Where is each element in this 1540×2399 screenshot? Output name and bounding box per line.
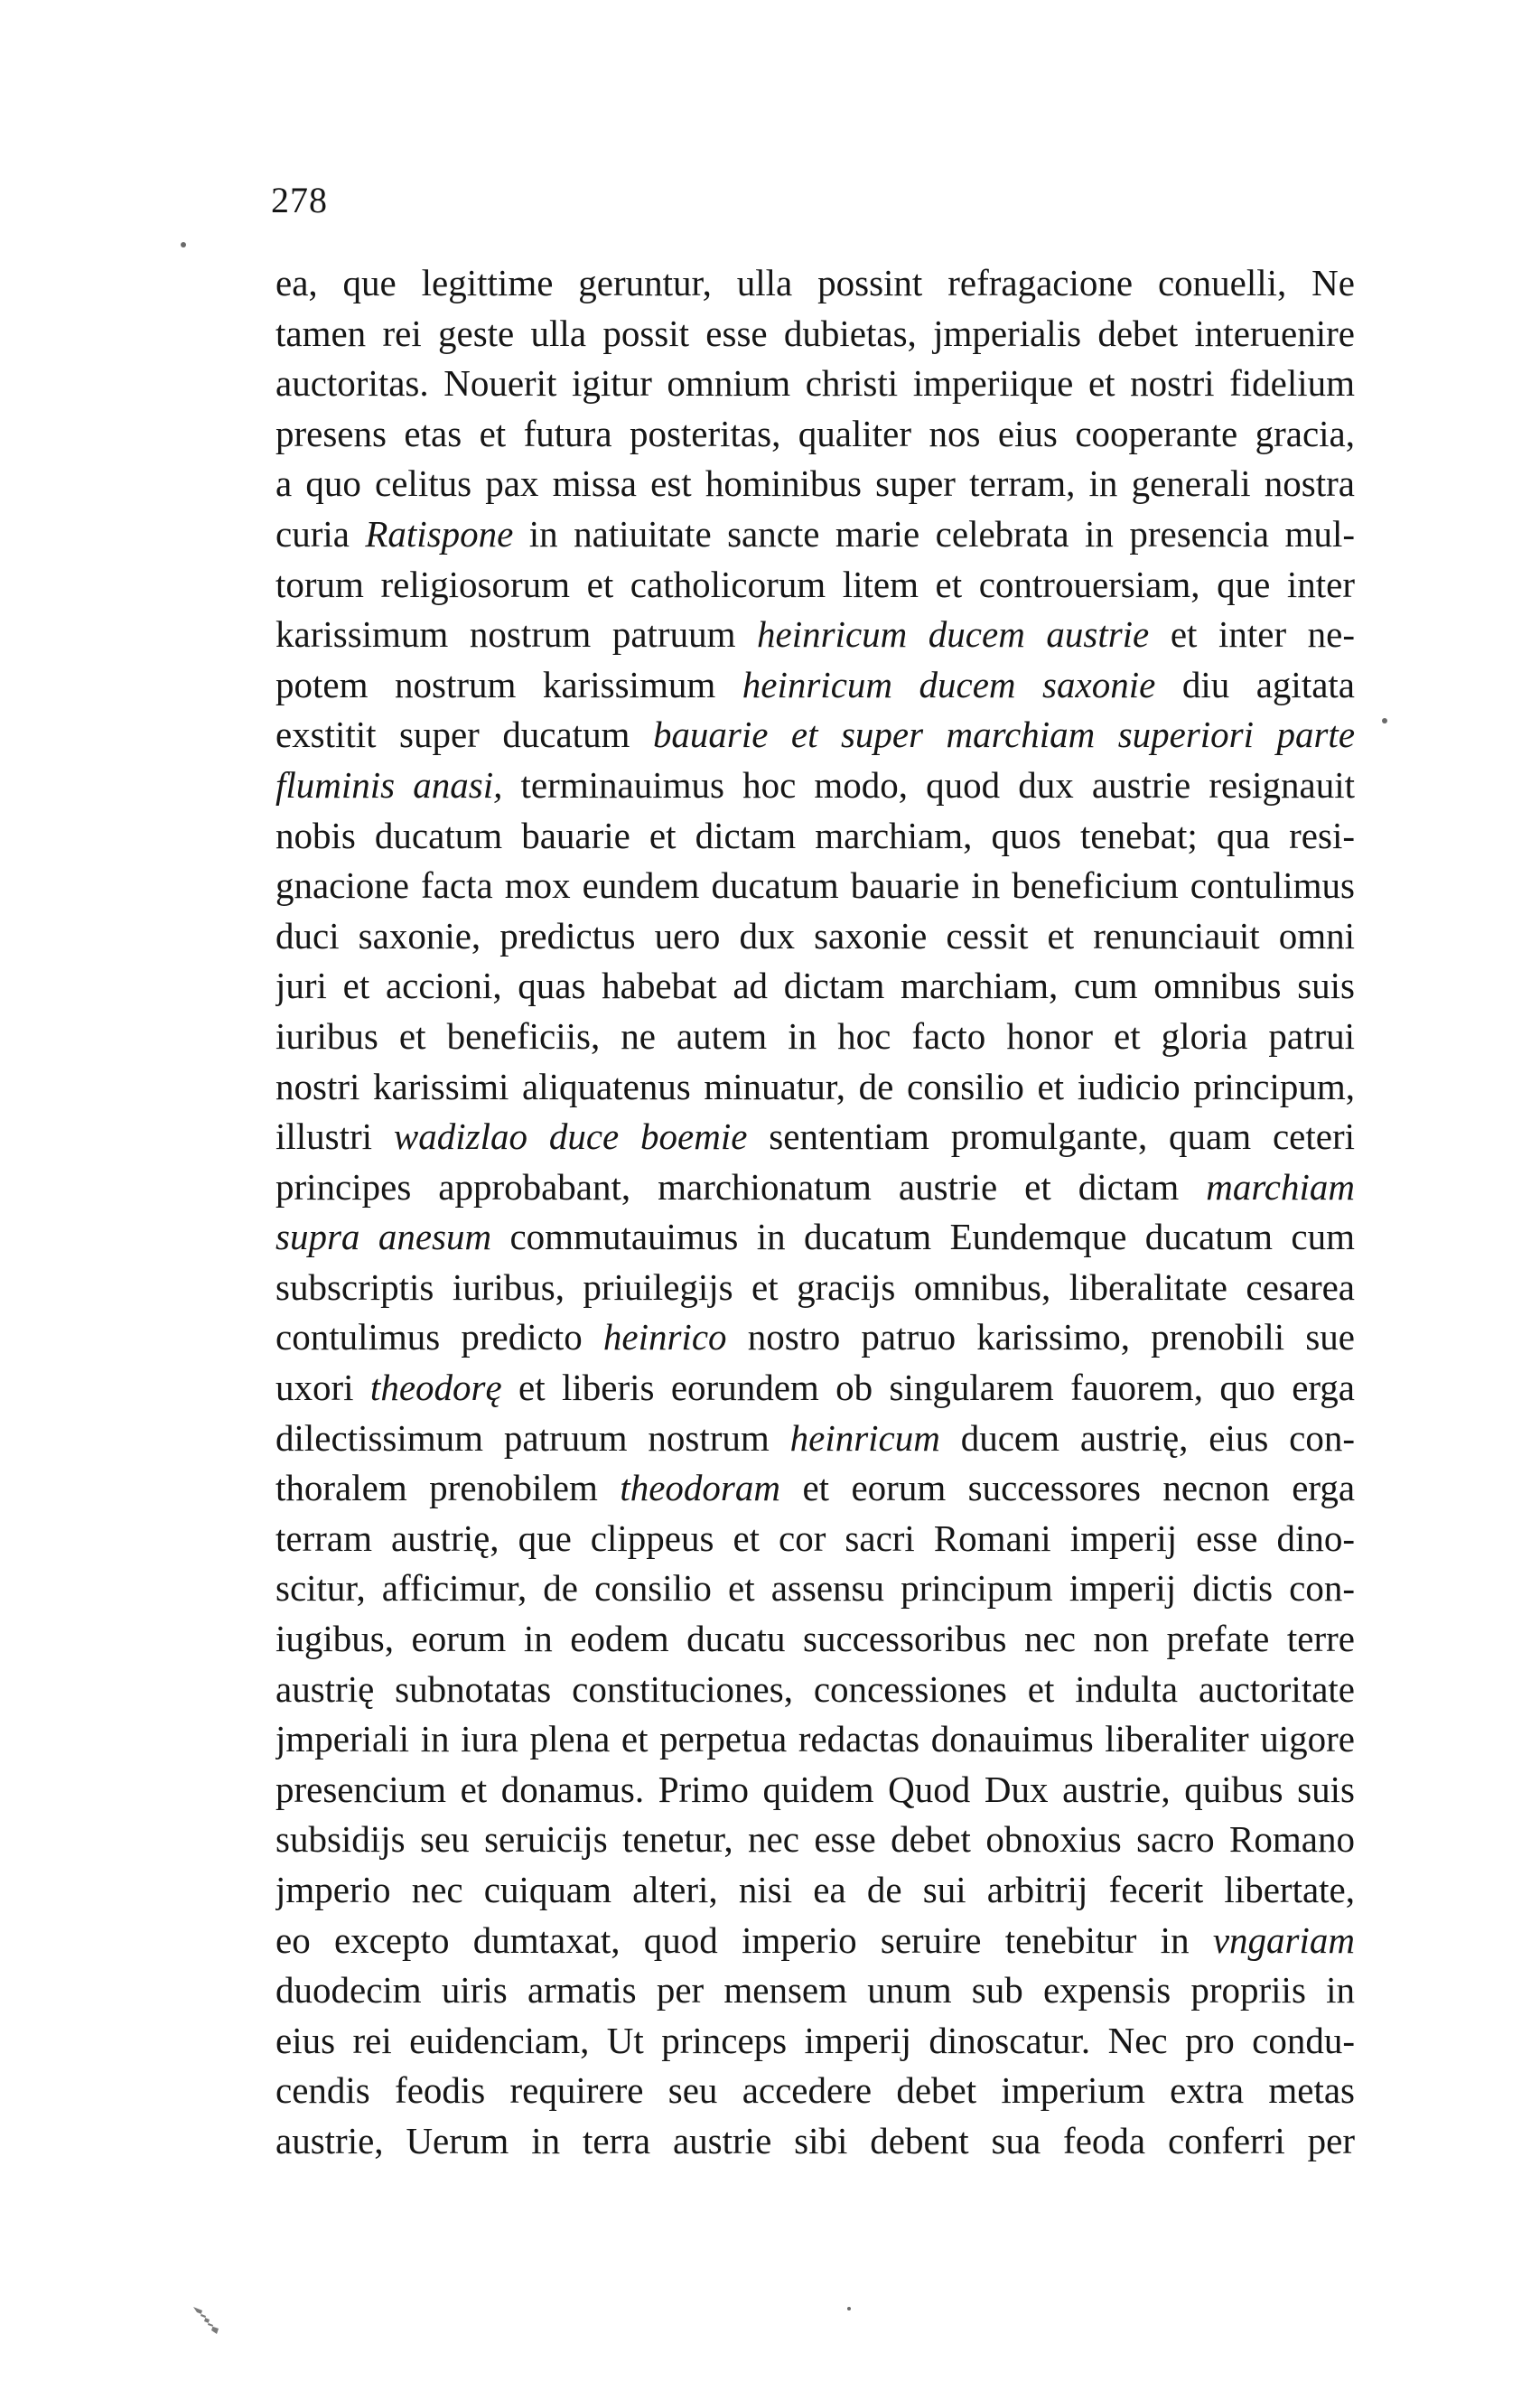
text-segment: uxori xyxy=(275,1367,370,1409)
text-segment: eo excepto dumtaxat, quod imperio seruire tenebitur in xyxy=(275,1918,1213,1961)
text-segment: iugibus, eorum in eodem ducatu successoribus nec non prefate terre xyxy=(275,1618,1355,1660)
text-line xyxy=(275,710,1355,761)
text-segment: torum religiosorum et catholicorum litem et controuersiam, que inter xyxy=(275,563,1355,605)
text-segment: curia xyxy=(275,512,366,555)
text-line xyxy=(275,1062,1355,1113)
text-line xyxy=(275,2066,1355,2116)
text-segment: terminauimus hoc modo, quod dux austrie resignauit xyxy=(502,763,1355,806)
text-segment: eius rei euidenciam, Ut princeps imperij dinoscatur. Nec pro condu- xyxy=(275,2019,1355,2061)
italic-name: heinricum xyxy=(789,1416,940,1459)
text-segment: ea, que legittime geruntur, ulla possint refragacione conuelli, Ne xyxy=(275,262,1355,303)
text-segment: nobis ducatum bauarie et dictam marchiam, quos tenebat; qua resi- xyxy=(275,814,1355,856)
text-segment: illustri xyxy=(275,1115,394,1158)
text-line xyxy=(275,1463,1355,1514)
text-line xyxy=(275,1965,1355,2016)
italic-name: heinricum ducem saxonie xyxy=(742,663,1156,705)
italic-name: fluminis anasi, xyxy=(275,763,503,806)
page-number: 278 xyxy=(271,180,328,220)
text-segment: tamen rei geste ulla possit esse dubietas, jmperialis debet interuenire xyxy=(275,312,1355,354)
text-segment: jmperiali in iura plena et perpetua redactas donauimus liberaliter uigore xyxy=(275,1718,1355,1760)
text-line xyxy=(275,660,1355,711)
text-segment: subscriptis iuribus, priuilegijs et gracijs omnibus, liberalitate cesarea xyxy=(275,1265,1355,1308)
text-segment: auctoritas. Nouerit igitur omnium christi imperiique et nostri fidelium xyxy=(275,362,1355,405)
text-line xyxy=(275,459,1355,509)
text-segment: nostri karissimi aliquatenus minuatur, de consilio et iudicio principum, xyxy=(275,1065,1355,1107)
text-line xyxy=(275,1865,1355,1916)
text-segment: contulimus predicto xyxy=(275,1316,603,1358)
text-segment: commutauimus in ducatum Eundemque ducatum cum xyxy=(491,1216,1355,1258)
text-segment: duci saxonie, predictus uero dux saxonie cessit et renunciauit omni xyxy=(275,914,1355,957)
text-line xyxy=(275,409,1355,460)
text-line xyxy=(275,1263,1355,1313)
text-line xyxy=(275,610,1355,660)
text-segment: duodecim uiris armatis per mensem unum sub expensis propriis in xyxy=(275,1969,1355,2012)
text-segment: et eorum successores necnon erga xyxy=(780,1467,1355,1509)
italic-name: heinrico xyxy=(602,1316,727,1358)
text-segment: dilectissimum patruum nostrum xyxy=(275,1416,790,1459)
text-line xyxy=(275,359,1355,409)
text-line xyxy=(275,509,1355,560)
italic-name: wadizlao duce boemie xyxy=(393,1115,748,1158)
text-line xyxy=(275,1162,1355,1213)
text-segment: in natiuitate sancte marie celebrata in presencia mul- xyxy=(513,512,1355,555)
italic-name: theodorę xyxy=(369,1367,502,1409)
text-segment: ducem austrię, eius con- xyxy=(939,1416,1355,1459)
text-line xyxy=(275,911,1355,962)
italic-name: bauarie et super marchiam superiori parte xyxy=(652,714,1355,756)
text-segment: austrię subnotatas constituciones, concessiones et indulta auctoritate xyxy=(275,1667,1355,1710)
text-line xyxy=(275,309,1355,359)
text-line xyxy=(275,1012,1355,1062)
text-line xyxy=(275,1564,1355,1614)
print-speck xyxy=(181,242,186,247)
text-line xyxy=(275,2116,1355,2167)
text-segment: sententiam promulgante, quam ceteri xyxy=(747,1115,1355,1158)
italic-name: supra anesum xyxy=(275,1216,492,1258)
text-segment: iuribus et beneficiis, ne autem in hoc facto honor et gloria patrui xyxy=(275,1014,1355,1057)
text-line xyxy=(275,560,1355,611)
text-line xyxy=(275,1414,1355,1464)
text-segment: principes approbabant, marchionatum austrie et dictam xyxy=(275,1165,1207,1208)
italic-name: theodoram xyxy=(620,1467,780,1509)
print-speck xyxy=(1382,718,1387,723)
text-segment: gnacione facta mox eundem ducatum bauarie in beneficium contulimus xyxy=(275,864,1355,907)
italic-name: vngariam xyxy=(1212,1918,1355,1961)
text-line xyxy=(275,1212,1355,1263)
text-segment: diu agitata xyxy=(1155,663,1355,705)
text-line xyxy=(275,761,1355,811)
text-line xyxy=(275,1765,1355,1816)
text-segment: potem nostrum karissimum xyxy=(275,663,742,705)
text-segment: jmperio nec cuiquam alteri, nisi ea de sui arbitrij fecerit libertate, xyxy=(275,1869,1355,1910)
text-segment: exstitit super ducatum xyxy=(275,714,653,756)
body-text xyxy=(275,258,1355,2167)
text-segment: et inter ne- xyxy=(1149,613,1355,656)
text-line xyxy=(275,1714,1355,1765)
text-segment: et liberis eorundem ob singularem fauorem, quo erga xyxy=(501,1367,1355,1409)
text-segment: karissimum nostrum patruum xyxy=(275,613,758,656)
italic-name: marchiam xyxy=(1206,1165,1355,1208)
italic-name: Ratispone xyxy=(365,512,514,555)
text-line xyxy=(275,2016,1355,2067)
text-line xyxy=(275,1665,1355,1715)
text-segment: scitur, afficimur, de consilio et assensu principum imperij dictis con- xyxy=(275,1567,1355,1610)
text-segment: thoralem prenobilem xyxy=(275,1467,621,1509)
italic-name: heinricum ducem austrie xyxy=(757,613,1150,656)
text-segment: presens etas et futura posteritas, qualiter nos eius cooperante gracia, xyxy=(275,412,1355,454)
text-line xyxy=(275,961,1355,1012)
text-segment: a quo celitus pax missa est hominibus super terram, in generali nostra xyxy=(275,462,1355,505)
text-line xyxy=(275,1916,1355,1966)
text-segment: subsidijs seu seruicijs tenetur, nec esse debet obnoxius sacro Romano xyxy=(275,1818,1355,1861)
text-line xyxy=(275,861,1355,911)
text-line xyxy=(275,1363,1355,1414)
text-line xyxy=(275,1112,1355,1162)
text-line xyxy=(275,811,1355,862)
text-segment: juri et accioni, quas habebat ad dictam marchiam, cum omnibus suis xyxy=(275,965,1355,1007)
text-line xyxy=(275,1815,1355,1865)
print-speck xyxy=(847,2307,851,2310)
text-segment: terram austrię, que clippeus et cor sacri Romani imperij esse dino- xyxy=(275,1517,1355,1559)
text-segment: austrie, Uerum in terra austrie sibi debent sua feoda conferri per xyxy=(275,2119,1355,2161)
text-segment: cendis feodis requirere seu accedere debet imperium extra metas xyxy=(275,2069,1355,2112)
scan-artifact-icon xyxy=(191,2305,228,2336)
text-line xyxy=(275,1514,1355,1564)
text-segment: nostro patruo karissimo, prenobili sue xyxy=(726,1316,1355,1358)
text-line xyxy=(275,1614,1355,1665)
text-line xyxy=(275,258,1355,309)
text-line xyxy=(275,1312,1355,1363)
text-segment: presencium et donamus. Primo quidem Quod Dux austrie, quibus suis xyxy=(275,1768,1355,1810)
